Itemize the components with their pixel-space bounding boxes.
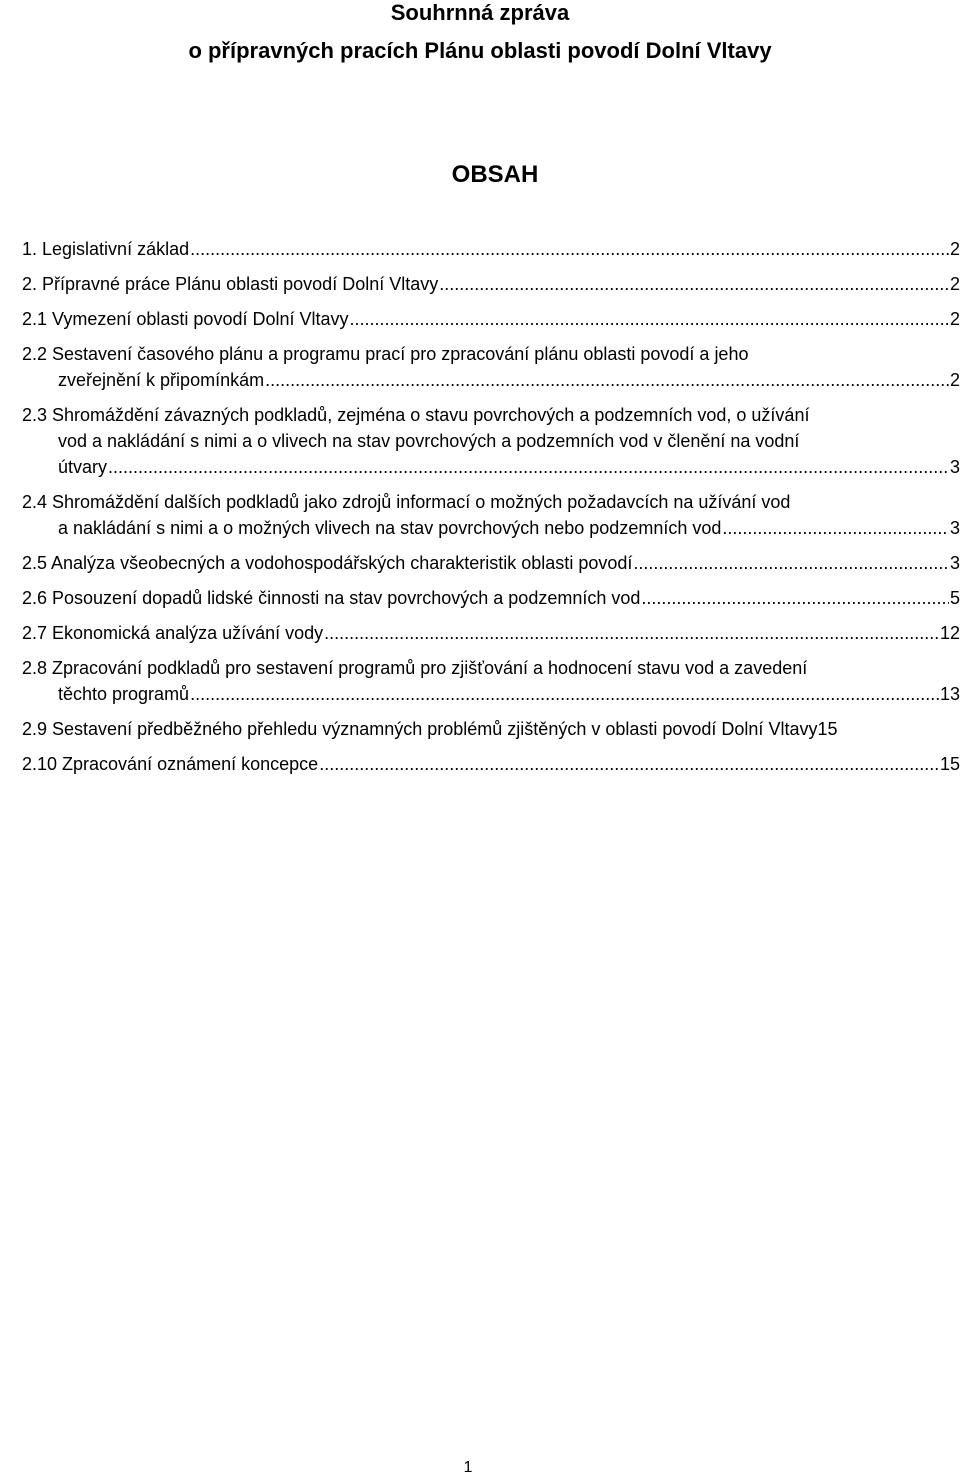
toc-entry[interactable] [22,655,960,707]
toc-entry-title: 2.5 Analýza všeobecných a vodohospodářských charakteristik oblasti povodí [22,553,633,573]
toc-page-number: 3 [949,457,960,477]
toc-entry[interactable] [22,550,960,576]
toc-page-number: 3 [949,553,960,573]
toc-entry[interactable] [22,271,960,297]
toc-entry[interactable] [22,306,960,332]
toc-leader [190,236,949,262]
toc-entry-title: 2.1 Vymezení oblasti povodí Dolní Vltavy [22,309,349,329]
toc-leader [641,585,949,611]
toc-page-number: 15 [817,719,838,739]
toc-leader [633,550,949,576]
toc-entry[interactable] [22,236,960,262]
toc-leader [439,271,949,297]
toc-entry-title-continued: a nakládání s nimi a o možných vlivech na stav povrchových nebo podzemních vod [58,518,722,538]
document-title: Souhrnná zpráva [390,0,570,25]
toc-entry-title-continued: těchto programů [58,684,190,704]
toc-page-number: 2 [949,309,960,329]
toc-entry-title: 2.10 Zpracování oznámení koncepce [22,754,319,774]
toc-entry-title: 2.2 Sestavení časového plánu a programu prací pro zpracování plánu oblasti povodí a jeho [22,344,749,364]
toc-page-number: 12 [939,623,960,643]
toc-entry-title-continued: zveřejnění k připomínkám [58,370,265,390]
toc-page-number: 2 [949,274,960,294]
toc-leader [324,620,939,646]
toc-page-number: 2 [949,239,960,259]
toc-entry[interactable] [22,585,960,611]
toc-leader [265,367,949,393]
toc-entry[interactable] [22,716,960,742]
toc-entry-title: 2.7 Ekonomická analýza užívání vody [22,623,324,643]
toc-leader [319,751,939,777]
toc-entry[interactable] [22,402,960,480]
toc-entry-title-continued: útvary [58,457,108,477]
toc-page-number: 5 [949,588,960,608]
document-subtitle: o přípravných pracích Plánu oblasti povodí Dolní Vltavy [188,38,772,63]
toc-entry-title: 2.3 Shromáždění závazných podkladů, zejména o stavu povrchových a podzemních vod, o užívání [22,405,810,425]
toc-entry-title-continued: vod a nakládání s nimi a o vlivech na stav povrchových a podzemních vod v členění na vodní [58,431,800,451]
toc-entry-title: 2. Přípravné práce Plánu oblasti povodí Dolní Vltavy [22,274,439,294]
toc-entry-title: 1. Legislativní základ [22,239,190,259]
toc-entry[interactable] [22,489,960,541]
table-of-contents [22,236,960,786]
toc-entry-title: 2.4 Shromáždění dalších podkladů jako zdrojů informací o možných požadavcích na užívání vod [22,492,791,512]
toc-page-number: 13 [939,684,960,704]
toc-leader [190,681,939,707]
contents-heading: OBSAH [451,161,539,188]
toc-page-number: 3 [949,518,960,538]
toc-entry-title: 2.9 Sestavení předběžného přehledu významných problémů zjištěných v oblasti povodí Dolní Vltavy [22,719,818,739]
page-number: 1 [463,1459,473,1476]
toc-entry[interactable] [22,751,960,777]
toc-leader [108,454,949,480]
toc-entry[interactable] [22,620,960,646]
toc-entry-title: 2.6 Posouzení dopadů lidské činnosti na stav povrchových a podzemních vod [22,588,641,608]
toc-leader [350,306,949,332]
toc-page-number: 2 [949,370,960,390]
toc-entry[interactable] [22,341,960,393]
toc-leader [722,515,949,541]
toc-page-number: 15 [939,754,960,774]
toc-entry-title: 2.8 Zpracování podkladů pro sestavení programů pro zjišťování a hodnocení stavu vod a zavedení [22,658,808,678]
